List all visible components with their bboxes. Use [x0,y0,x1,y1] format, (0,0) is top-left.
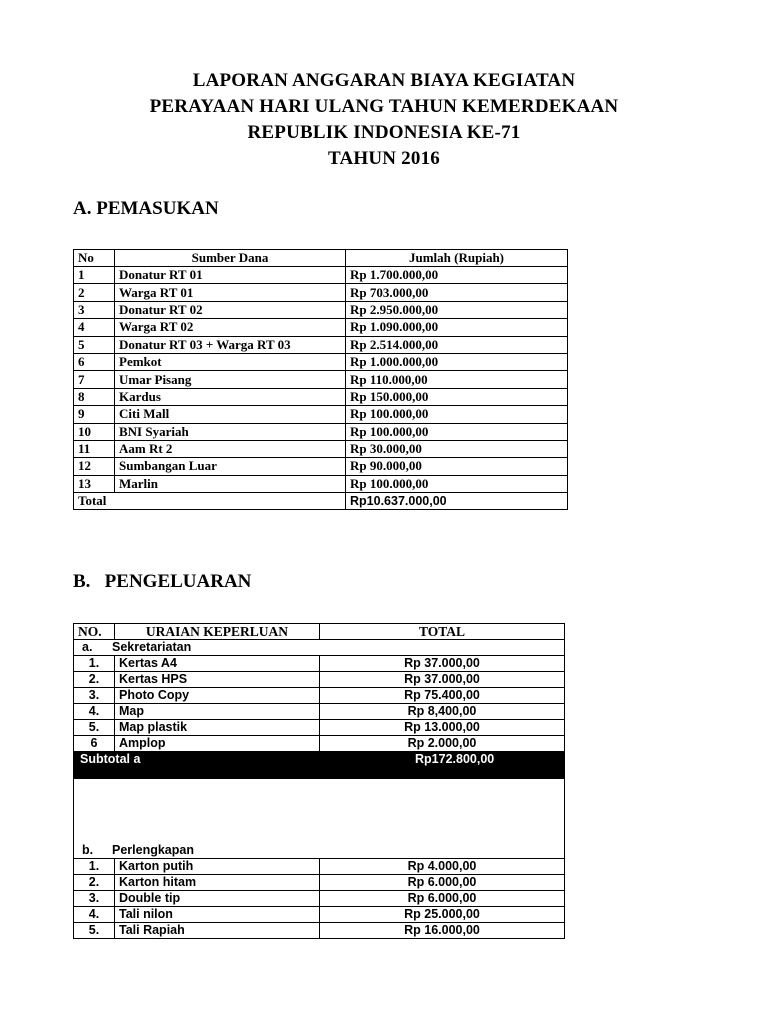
row-description: Map [115,704,320,720]
row-no: 5 [74,336,115,353]
row-source: Donatur RT 02 [115,301,346,318]
blank-cell [74,779,565,844]
row-amount: Rp 2.514.000,00 [346,336,568,353]
row-amount: Rp 100.000,00 [346,423,568,440]
income-row [74,371,568,388]
section-heading-pemasukan: A. PEMASUKAN [73,198,219,219]
row-no: 10 [74,423,115,440]
row-no: 8 [74,388,115,405]
row-total: Rp 75.400,00 [320,688,565,704]
row-source: Marlin [115,475,346,492]
row-description: Amplop [115,736,320,752]
row-no: 7 [74,371,115,388]
header-amount: Jumlah (Rupiah) [346,250,568,267]
row-total: Rp 37.000,00 [320,672,565,688]
category-cell [74,843,565,859]
expense-row [74,736,565,752]
category-name: Sekretariatan [112,640,192,654]
row-amount: Rp 2.950.000,00 [346,301,568,318]
row-amount: Rp 100.000,00 [346,475,568,492]
row-total: Rp 8,400,00 [320,704,565,720]
row-no: 4. [74,704,115,720]
title-line-2: PERAYAAN HARI ULANG TAHUN KEMERDEKAAN [149,96,619,117]
row-no: 1. [74,656,115,672]
row-source: Kardus [115,388,346,405]
title-line-4: TAHUN 2016 [328,148,440,169]
row-description: Karton hitam [115,875,320,891]
row-no: 13 [74,475,115,492]
income-total-label: Total [74,493,346,510]
row-source: Donatur RT 01 [115,267,346,284]
row-no: 3 [74,301,115,318]
row-no: 2. [74,875,115,891]
row-no: 3. [74,688,115,704]
header-source: Sumber Dana [115,250,346,267]
expense-row [74,704,565,720]
subtotal-label: Subtotal a [74,752,320,779]
category-name: Perlengkapan [112,843,194,857]
row-source: Warga RT 02 [115,319,346,336]
document-title [0,68,768,172]
income-table [73,249,568,510]
header-description: URAIAN KEPERLUAN [115,624,320,640]
row-amount: Rp 703.000,00 [346,284,568,301]
income-row [74,284,568,301]
income-total-row [74,493,568,510]
expense-row [74,859,565,875]
header-no: NO. [74,624,115,640]
row-source: Pemkot [115,353,346,370]
category-letter: a. [82,640,93,654]
category-row [74,640,565,656]
row-no: 5. [74,720,115,736]
expense-row [74,891,565,907]
row-description: Map plastik [115,720,320,736]
expense-table-header [74,624,565,640]
income-row [74,440,568,457]
row-description: Photo Copy [115,688,320,704]
row-amount: Rp 1.700.000,00 [346,267,568,284]
title-line-1: LAPORAN ANGGARAN BIAYA KEGIATAN [192,70,576,91]
subtotal-row [74,752,565,779]
row-source: Sumbangan Luar [115,458,346,475]
row-description: Tali nilon [115,907,320,923]
row-no: 5. [74,923,115,939]
row-total: Rp 6.000,00 [320,891,565,907]
row-amount: Rp 90.000,00 [346,458,568,475]
income-row [74,406,568,423]
row-description: Kertas A4 [115,656,320,672]
income-row [74,336,568,353]
row-no: 11 [74,440,115,457]
row-no: 6 [74,353,115,370]
header-no: No [74,250,115,267]
row-no: 2. [74,672,115,688]
income-row [74,301,568,318]
row-no: 12 [74,458,115,475]
income-row [74,353,568,370]
row-description: Karton putih [115,859,320,875]
row-total: Rp 6.000,00 [320,875,565,891]
income-row [74,458,568,475]
row-no: 4 [74,319,115,336]
title-line-3: REPUBLIK INDONESIA KE-71 [247,122,521,143]
row-no: 4. [74,907,115,923]
row-source: Donatur RT 03 + Warga RT 03 [115,336,346,353]
row-source: Aam Rt 2 [115,440,346,457]
row-amount: Rp 1.090.000,00 [346,319,568,336]
expense-row [74,875,565,891]
expense-row [74,923,565,939]
row-source: Citi Mall [115,406,346,423]
row-source: Warga RT 01 [115,284,346,301]
row-total: Rp 16.000,00 [320,923,565,939]
row-source: Umar Pisang [115,371,346,388]
row-no: 9 [74,406,115,423]
row-no: 2 [74,284,115,301]
row-amount: Rp 100.000,00 [346,406,568,423]
header-total: TOTAL [320,624,565,640]
expense-row [74,656,565,672]
row-amount: Rp 1.000.000,00 [346,353,568,370]
row-no: 1 [74,267,115,284]
row-description: Tali Rapiah [115,923,320,939]
row-no: 1. [74,859,115,875]
row-total: Rp 13.000,00 [320,720,565,736]
category-letter: b. [82,843,94,857]
subtotal-value: Rp172.800,00 [320,752,565,779]
blank-spacer-row [74,779,565,844]
row-amount: Rp 150.000,00 [346,388,568,405]
income-table-header [74,250,568,267]
expense-table [73,623,565,939]
row-total: Rp 2.000,00 [320,736,565,752]
row-description: Kertas HPS [115,672,320,688]
income-row [74,267,568,284]
row-total: Rp 37.000,00 [320,656,565,672]
row-amount: Rp 110.000,00 [346,371,568,388]
expense-row [74,720,565,736]
category-row [74,843,565,859]
category-cell [74,640,565,656]
expense-row [74,688,565,704]
row-source: BNI Syariah [115,423,346,440]
expense-row [74,672,565,688]
income-total-value: Rp10.637.000,00 [346,493,568,510]
income-row [74,423,568,440]
income-row [74,475,568,492]
row-total: Rp 25.000,00 [320,907,565,923]
row-amount: Rp 30.000,00 [346,440,568,457]
row-no: 6 [74,736,115,752]
income-row [74,388,568,405]
row-description: Double tip [115,891,320,907]
row-total: Rp 4.000,00 [320,859,565,875]
row-no: 3. [74,891,115,907]
section-heading-pengeluaran: B. PENGELUARAN [73,571,252,592]
income-row [74,319,568,336]
expense-row [74,907,565,923]
